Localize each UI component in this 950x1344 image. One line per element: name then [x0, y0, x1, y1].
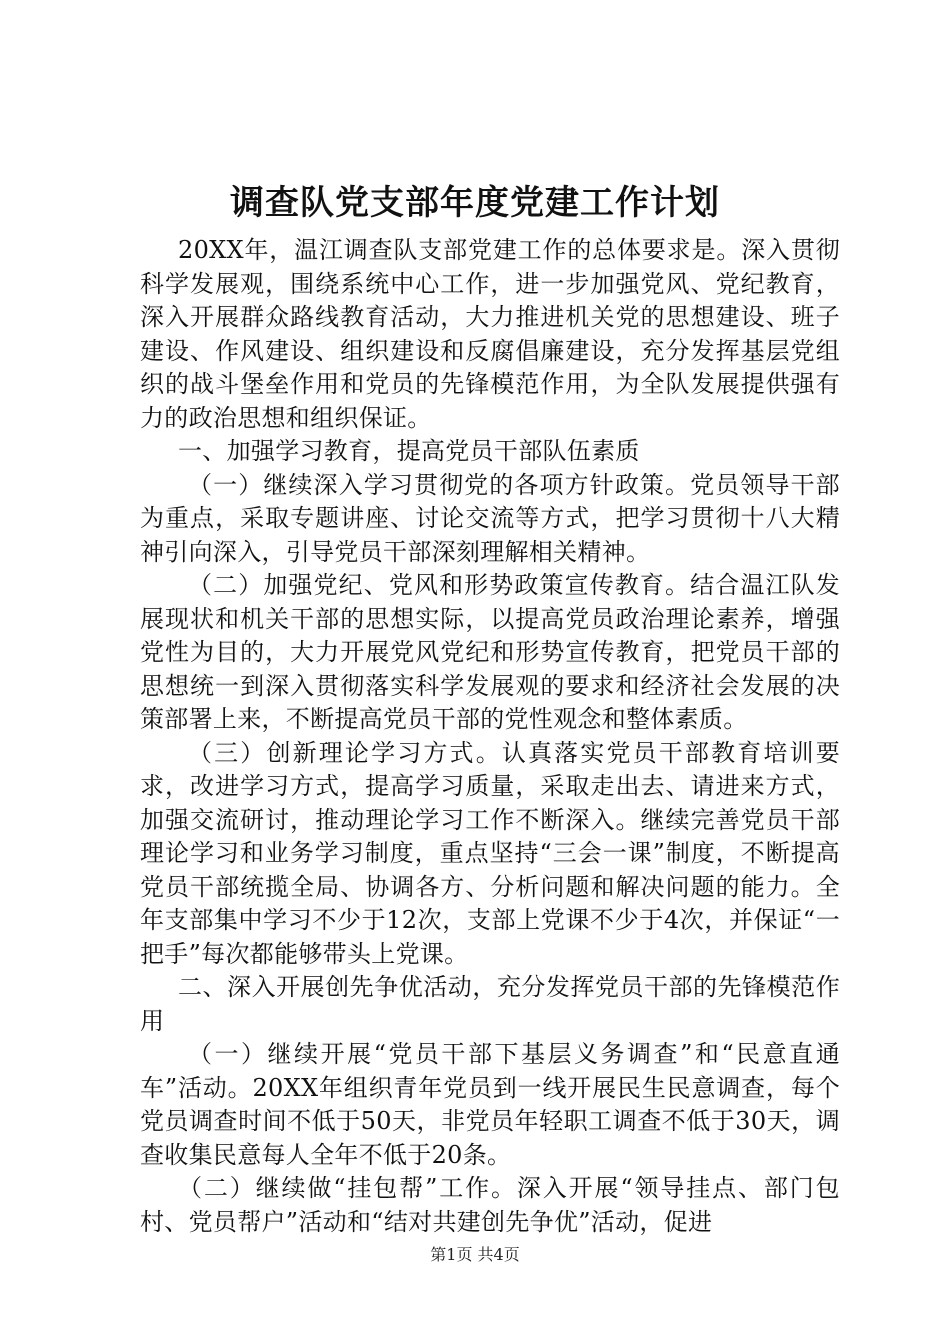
- paragraph-intro: 20XX年，温江调查队支部党建工作的总体要求是。深入贯彻科学发展观，围绕系统中心工作，进一步加强党风、党纪教育，深入开展群众路线教育活动，大力推进机关党的思想建设、班子建设、作风建设、组织建设和反腐倡廉建设，充分发挥基层党组织的战斗堡垒作用和党员的先锋模范作用，为全队发展提供强有力的政治思想和组织保证。: [140, 236, 840, 432]
- document-title: 调查队党支部年度党建工作计划: [230, 183, 720, 223]
- section-heading-2: 二、深入开展创先争优活动，充分发挥党员干部的先锋模范作用: [140, 973, 840, 1035]
- paragraph-1-1: （一）继续深入学习贯彻党的各项方针政策。党员领导干部为重点，采取专题讲座、讨论交流等方式，把学习贯彻十八大精神引向深入，引导党员干部深刻理解相关精神。: [140, 470, 840, 566]
- section-heading-1: 一、加强学习教育，提高党员干部队伍素质: [178, 437, 640, 465]
- paragraph-1-3: （三）创新理论学习方式。认真落实党员干部教育培训要求，改进学习方式，提高学习质量，采取走出去、请进来方式，加强交流研讨，推动理论学习工作不断深入。继续完善党员干部理论学习和业务学习制度，重点坚持“三会一课”制度，不断提高党员干部统揽全局、协调各方、分析问题和解决问题的能力。全年支部集中学习不少于12次，支部上党课不少于4次，并保证“一把手”每次都能够带头上党课。: [140, 738, 840, 968]
- paragraph-2-1: （一）继续开展“党员干部下基层义务调查”和“民意直通车”活动。20XX年组织青年党员到一线开展民生民意调查，每个党员调查时间不低于50天，非党员年轻职工调查不低于30天，调查收集民意每人全年不低于20条。: [140, 1040, 840, 1169]
- paragraph-1-2: （二）加强党纪、党风和形势政策宣传教育。结合温江队发展现状和机关干部的思想实际，以提高党员政治理论素养，增强党性为目的，大力开展党风党纪和形势宣传教育，把党员干部的思想统一到深入贯彻落实科学发展观的要求和经济社会发展的决策部署上来，不断提高党员干部的党性观念和整体素质。: [140, 571, 840, 733]
- document-body: [140, 234, 840, 1239]
- paragraph-2-2: （二）继续做“挂包帮”工作。深入开展“领导挂点、部门包村、党员帮户”活动和“结对共建创先争优”活动，促进: [140, 1174, 840, 1236]
- page-number-footer: 第1页 共4页: [430, 1245, 520, 1264]
